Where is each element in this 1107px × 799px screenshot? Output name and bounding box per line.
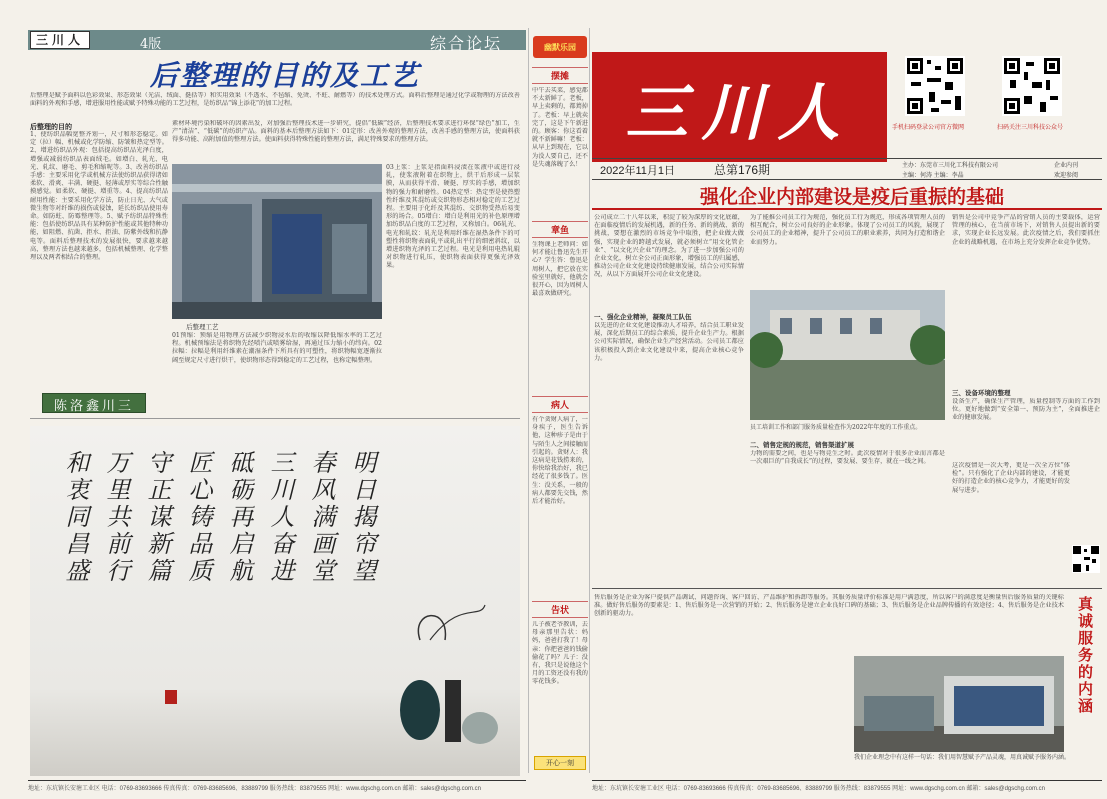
qr-label-2: 扫码关注三川科技公众号 [997, 125, 1064, 131]
article-title: 章鱼 [532, 221, 588, 238]
photo-caption: 后整理工艺 [186, 323, 219, 331]
bottom-divider [592, 588, 1102, 589]
calligraphy-title: 陈洛鑫川三 [53, 399, 134, 414]
article-col1-text: 公司成立二十八年以来，积淀了较为深厚的文化底蕴，在面临疫情后的发展机遇，新的任务、新的挑战、新的挑战，要想在激烈的市场竞争中取胜，把企业做大做强，实现企业的跨越式发展，就必须树立“用文化管企业”、“以文化兴企业”的理念。为了进一步加强公司的企业文化，树立全公司正面形象，增强员工的归属感，推动公司企业文化建设持续健康发展，结合公司实际情况，从以下方面展开公司企业文化建设。 [594, 214, 744, 279]
article-col3-text2: 设备生产，确保生产管理，质量控制等方面的工作到位。更好地做到“安全第一、预防为主”，全面推进企业的健康发展。 [952, 398, 1100, 422]
article-3 [532, 393, 588, 593]
article-col1-text2: 以先进的企业文化建设推动人才培养，结合员工职业发展，深化后期员工的综合素质，提升企业生产力。根据公司实际情况，确保企业生产经营活动。公司员工都应该积极投入到企业文化建设中来，提高企业核心竞争力。 [594, 322, 744, 362]
section-label: 综合论坛 [430, 34, 503, 53]
service-heading: 真诚服务的内涵 [1076, 596, 1094, 715]
truck-photo-caption: 我们企业理念中有这样一句话：我们用智慧赋予产品灵魂，用真诚赋予服务内涵。 [854, 754, 1071, 761]
intro-text: 后整理是赋予面料以色彩效果、形态效果（光洁、绒面、挺括等）和实用效果（不透水、不毡缩、免烫、不蛀、耐燃等）的技术处理方式。面料后整理是通过化学或物理的方法改善面料的外观和手感，增进服用性能或赋予特殊功能的工艺过程，是纺织品“锦上添花”的加工过程。 [30, 92, 520, 108]
article-title: 告状 [532, 601, 588, 618]
truck-photo [854, 656, 1064, 752]
happy-moment-logo: 开心一刻 [534, 756, 586, 770]
qr-label-1: 手机扫码登录公司官方微网 [892, 125, 965, 131]
factory-photo [172, 164, 382, 319]
article-col3-text: 销售是公司中竞争产品的营销人员的主要载体，运营管理的核心，在当前市场下，对销售人员提出新的要求，实现企业长远发展。此次疫情之后，我们要抓住企业的战略机遇，在市场上充分发挥企业竞争优势。 [952, 214, 1100, 246]
col3-text: 03上浆：上浆是指面料浸渍在浆液中或进行浸轧，使浆液附着在织物上，烘干后形成一层浆膜，从而获得平滑、硬挺、厚实的手感，增加织物的强力和耐磨性。04热定型：热定型是使热塑性纤维及其混纺或交织物形态相对稳定的工艺过程。主要用于化纤及其混纺、交织物受热后易变形的场合。05增白：增白是利用光的补色原理增加纺织品白度的工艺过程，又称加白。06轧光、电光和轧纹：轧光是利用纤维在湿热条件下的可塑性将织物表面轧平或轧出平行的细密斜纹，以增进织物光泽的工艺过程。电光是利用电热轧辊对织物进行轧压，使织物表面获得更强光泽效果。 [386, 164, 520, 270]
office-photo [750, 290, 945, 420]
article-col1-heading: 一、强化企业精神，凝聚员工队伍 [594, 313, 692, 321]
qr-code-small [1072, 545, 1100, 573]
calligraphy-line: 春风满画堂 [307, 450, 335, 585]
welcome-text: 欢迎参阅 [1054, 173, 1079, 179]
article-4 [532, 598, 588, 748]
article-title: 摆摊 [532, 67, 588, 84]
left-masthead-box: 三川人 [30, 31, 90, 49]
qr-code-official-account [1002, 56, 1062, 116]
qr-code-wechat-site [905, 56, 965, 116]
article-col3-heading: 三、设备环境的整理 [952, 389, 1011, 397]
article-text: 生物课上老师问：如何才能让鲁迅先生开心？学生答：鲁迅是周树人，把它放在实验室里就好，他就会很开心，因为周树人最喜欢做研究。 [532, 241, 588, 298]
right-footer: 地址：东坑镇长安塘工业区 电话：0769-83693666 传真传真：0769-83685696、83889799 服务热线：83879555 网址：www.dgschg.com.cn 邮箱：sales@dgschg.com.cn [592, 780, 1102, 792]
article-text: 儿子被老爷教训，去母亲那里告状：妈妈，爸爸打我了！母亲：你把爸爸的钱偷偷花了吗？儿子：没有，我只是说他这个月的工资还没有我的零花钱多。 [532, 621, 588, 686]
calligraphy-scroll [61, 450, 380, 700]
col1-text: 1、使纺织品幅宽整齐划一，尺寸和形态稳定。如定（拉）幅、机械或化学防缩、防皱和热定型等。2、增进纺织品外观：包括提高纺织品光泽白度，增强或减弱纺织品表面绒毛。如增白、轧光、电光、轧纹、磨毛、剪毛和缩呢等。3、改善纺织品手感：主要采用化学或机械方法使纺织品获得诸如柔软、滑爽、丰满、硬挺、轻薄或厚实等综合性触摸感觉。如柔软、硬挺、增重等。4、提高纺织品耐用性能：主要采用化学方法，防止日光、大气或微生物等对纤维的损伤或侵蚀，延长纺织品使用寿命。如防蛀、防霉整理等。5、赋予纺织品特殊性能：包括使纺织品具有某种防护性能或其他特种功能，如阻燃、抗菌、拒水、拒油、防紫外线和抗静电等。面料后整理技术的发展很快，要求越来越高，整理方法也越来越多，包括机械整理、化学整理以及两者相结合的整理。 [30, 131, 168, 262]
article-col2-text2: 力物的需要之间，也是与物竞生之时。此次疫情对于很多企业而言都是一次艰巨的“自我成长”的过程，要发展、要生存，就在一线之间。 [750, 450, 945, 466]
calligraphy-line: 砥砺再启航 [225, 450, 253, 585]
calligraphy-line: 万里共前行 [102, 450, 130, 585]
sponsor-text: 主办：东莞市三川化工科技有限公司 [902, 163, 999, 169]
divider-line [30, 418, 520, 419]
calligraphy-line: 守正谋新篇 [143, 450, 171, 585]
article-title: 病人 [532, 396, 588, 413]
editors-text: 主编：何涛 主编：李晶 [902, 173, 964, 179]
col4-text: 01预缩：预缩是用物理方法减少织物浸水后的收缩以降低缩水率的工艺过程。机械预缩法是将织物先经喷汽或喷雾给湿，再通过压力缩小的纬向。02拉幅：拉幅是利用纤维素在潮湿条件下所具有的可塑性，将织物幅宽逐渐拉阔至规定尺寸进行烘干，使织物形态得到稳定的工艺过程，也称定幅整理。 [172, 332, 382, 364]
right-headline: 强化企业内部建设是疫后重振的基础 [699, 186, 1004, 208]
calligraphy-line: 匠心铸品质 [184, 450, 212, 585]
article-1 [532, 64, 588, 214]
publication-type: 企业内刊 [1054, 163, 1079, 169]
masthead-block [592, 52, 887, 162]
vases-illustration [390, 600, 510, 750]
humor-logo: 幽默乐园 [533, 36, 587, 58]
article-col2-text: 为了能推公司员工行为规范，强化员工行为规范，形成各项管理人员的相互配合，树立公司良好的企业形象。体现了公司员工的风貌，展现了公司员工的企业精神，提升了公司员工的职业素养，共同为打造和谐企业而努力。 [750, 214, 945, 246]
office-photo-caption: 员工培训工作和部门服务质量检查作为2022年年度的工作重点。 [750, 424, 922, 431]
calligraphy-line: 明日揭帘望 [348, 450, 376, 585]
red-seal-stamp [165, 690, 177, 704]
issue-date: 2022年11月1日 [600, 165, 676, 177]
left-footer: 地址：东坑镇长安塘工业区 电话：0769-83693666 传真传真：0769-83685696、83889799 服务热线：83879555 网址：www.dgschg.com.cn 邮箱：sales@dgschg.com.cn [28, 780, 526, 792]
truck-photo-illustration [854, 656, 1064, 752]
left-page [0, 0, 530, 799]
article-col2-heading: 二、销售定规的规范，销售渠道扩展 [750, 441, 854, 449]
col2-text: 素材环境污染和破坏的因素出发，对加强后整理技术进一步研究，提倡“低碳”经济，后整理技术要求进行环保“绿色”加工，生产“清洁”、“低碳”的纺织产品。面料的基本后整理方法如下：01定形：改善外观的整理方法，改善手感的整理方法，使面料获得多功能、高附加值的整理方法。使面料获得特殊性能的整理方法，满足特殊要求的整理方法。 [172, 120, 520, 144]
article-col3-text3: 这次疫情是一次大考，更是一次全方位“体检”。只有强化了企业内部的建设，才能更好的打造企业的核心竞争力，才能更好的发展与进步。 [952, 462, 1070, 494]
calligraphy-line: 三川人奋进 [266, 450, 294, 585]
calligraphy-line: 和衷同昌盛 [61, 450, 89, 585]
issue-number: 总第176期 [714, 163, 771, 177]
office-photo-illustration [750, 290, 945, 420]
article-2 [532, 218, 588, 358]
masthead-title: 三川人 [625, 75, 854, 149]
left-main-headline: 后整理的目的及工艺 [150, 59, 421, 92]
article-text: 中午去买菜，感觉都不太新鲜了。老板，早上卖剩的，都蔫掉了。老板：早上就卖完了，这是下午新进的。顾客：你这看着就不新鲜嘛！老板：从早上到现在，它以为没人要自己，还不是失魂落魄了么！ [532, 87, 588, 168]
factory-photo-illustration [172, 164, 382, 319]
service-article-text: 售后服务是企业为客户提供产品调试、问题咨询、客户回访、产品维护和拆卸等服务。其服务质量评价标准是用户满意度，所以客户的满意度是衡量售后服务质量的关键标准。做好售后服务的要素是：1、售后服务是一次营销的开始；2、售后服务是建立企业良好口碑的基础；3、售后服务是企业品牌传播的有效途径；4、售后服务是企业技术创新的驱动力。 [594, 594, 1064, 618]
headline-rule [592, 208, 1102, 210]
right-page [592, 0, 1107, 799]
edition-label: 4版 [140, 37, 162, 52]
col1-heading: 后整理的目的 [30, 122, 72, 131]
humor-column [528, 28, 590, 773]
article-text: 有个贪财人病了，一身疾子，医生告诉他，这种疹子是由于与陌生人之间接触而引起的。贪财人：我这病是花钱捞来的，你快给我治好，我已经花了很多钱了。医生：没关系，一般的病人都要先交钱，然后才能治好。 [532, 416, 588, 506]
